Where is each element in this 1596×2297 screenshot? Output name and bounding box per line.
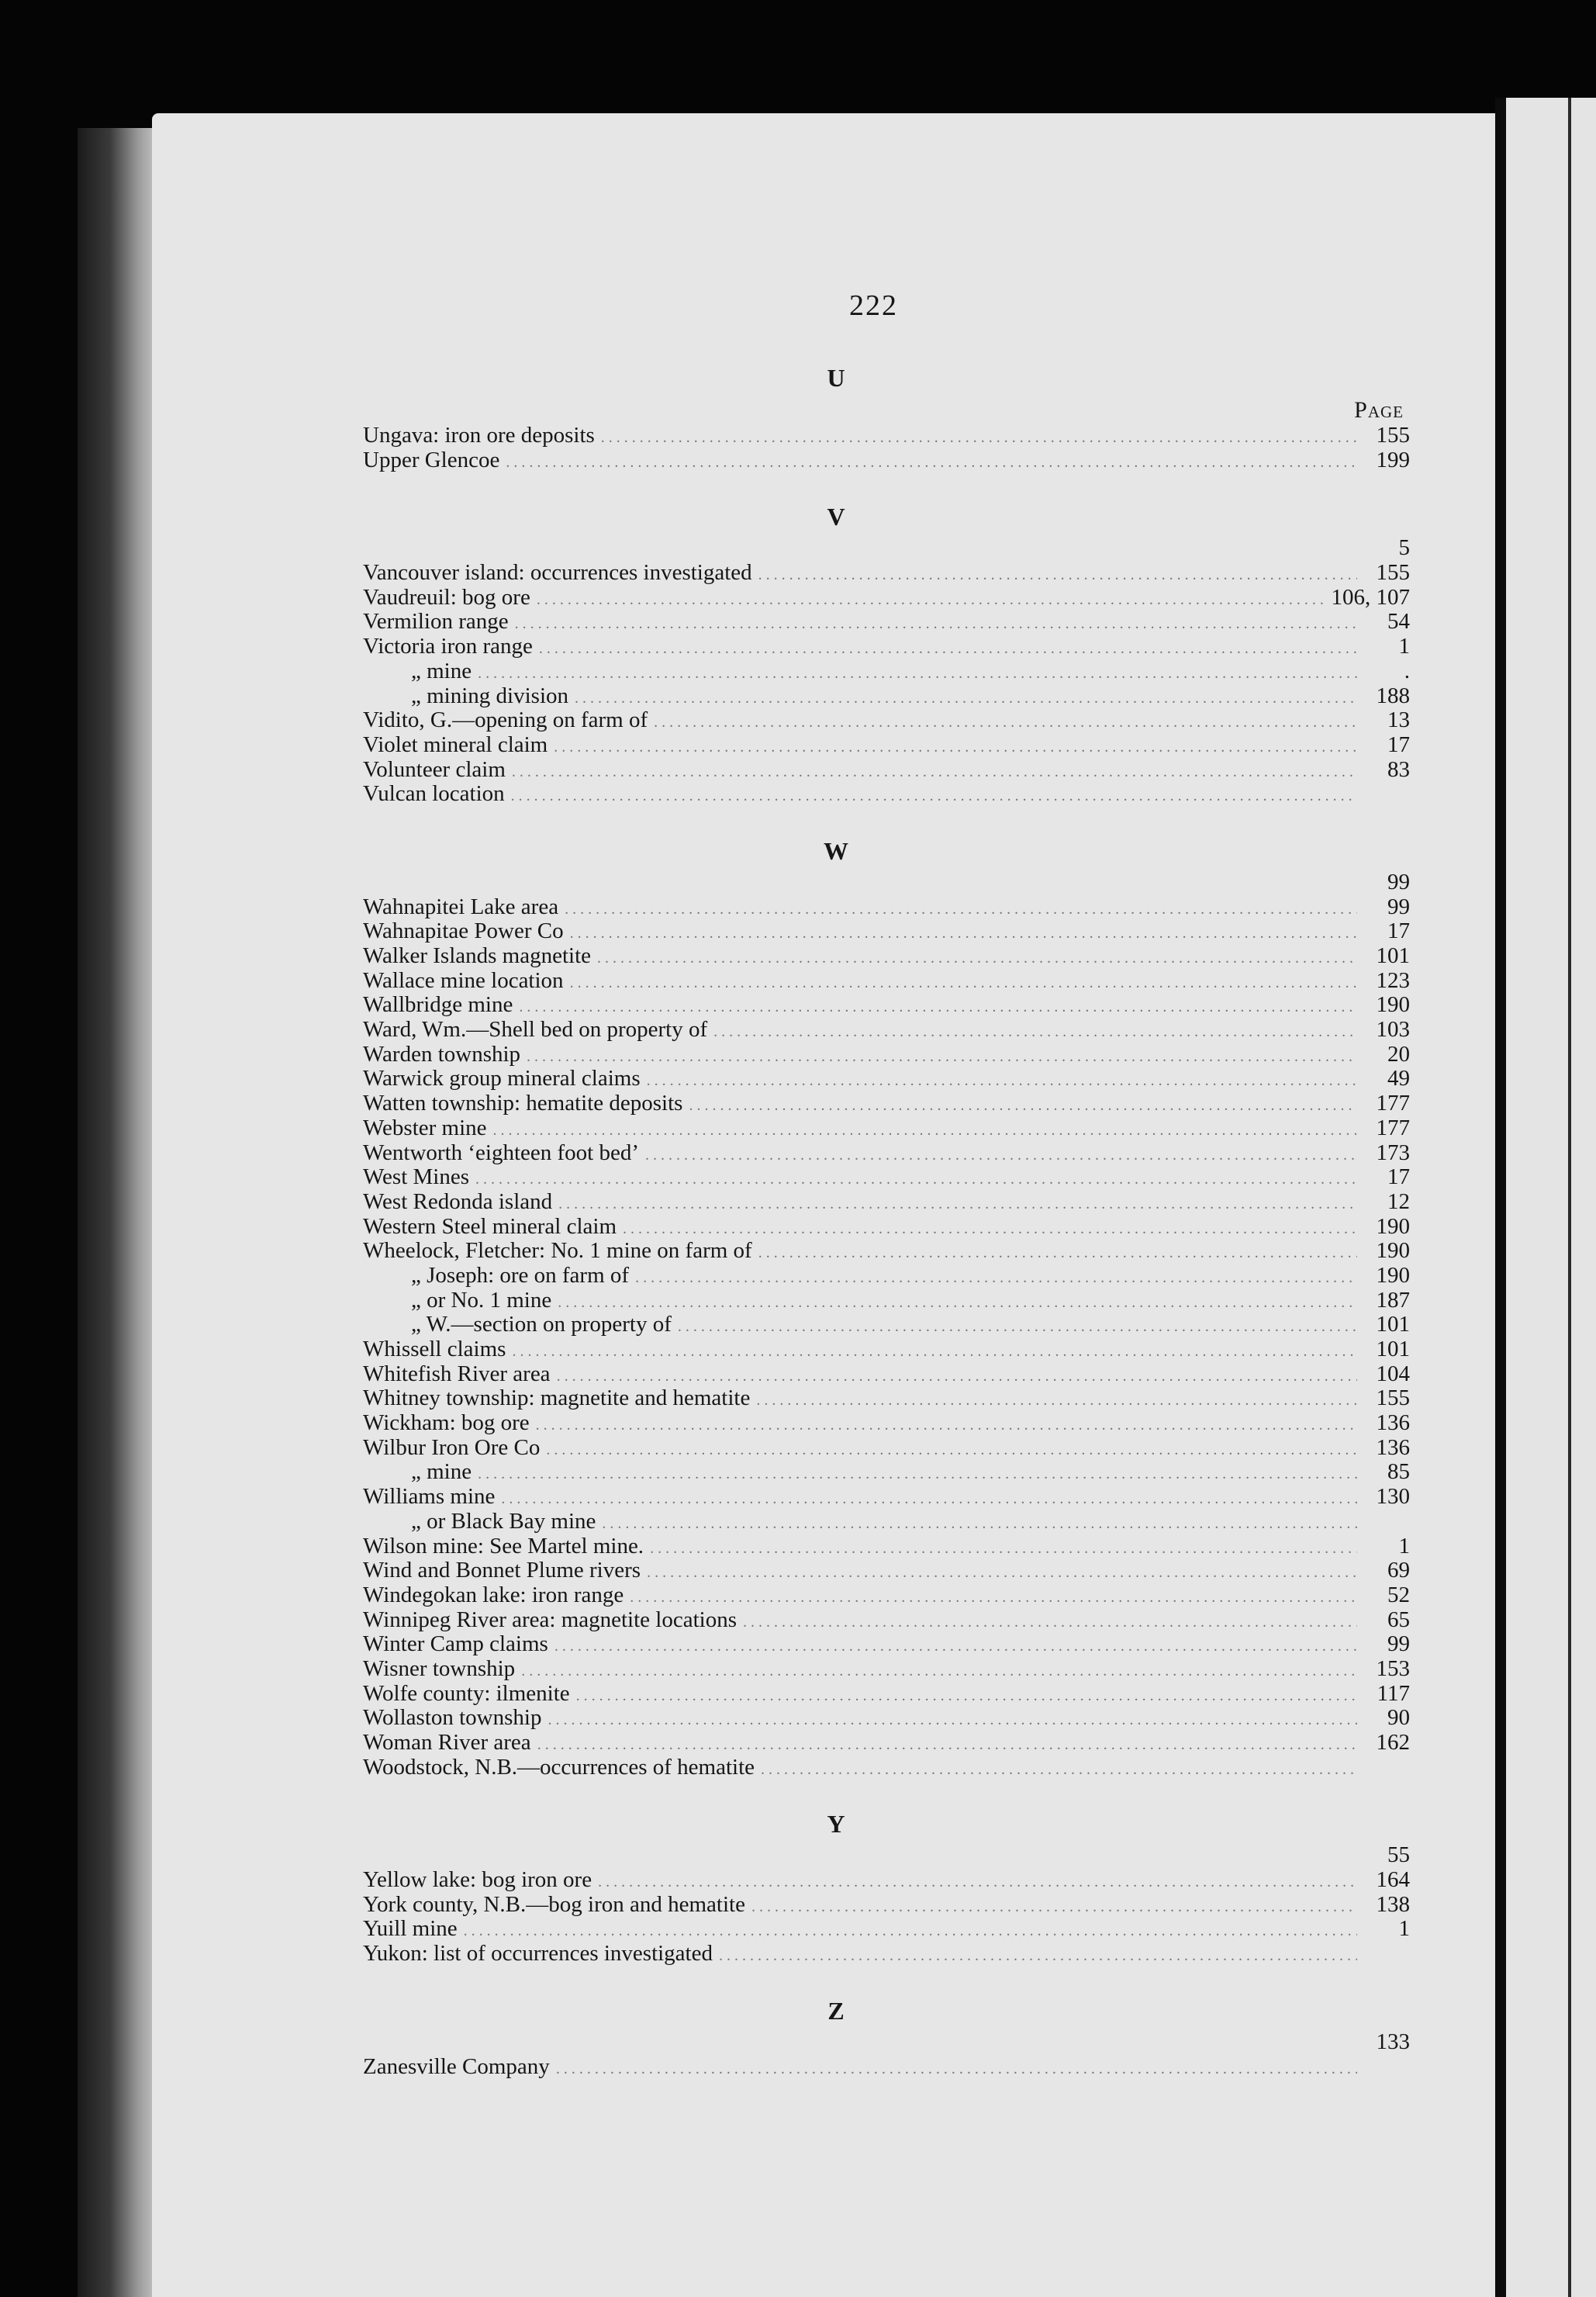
entry-page-number: 130	[1376, 1484, 1410, 1510]
entry-label: Wickham: bog ore	[363, 1410, 530, 1436]
entry-label: Upper Glencoe	[363, 447, 500, 472]
entry-label: Vulcan location	[363, 781, 505, 807]
index-entry	[363, 733, 1425, 758]
dot-leader	[537, 588, 1325, 613]
dot-leader	[635, 1266, 1357, 1291]
index-entry	[363, 1583, 1425, 1608]
entry-label: Woodstock, N.B.—occurrences of hematite	[363, 1754, 755, 1780]
entry-page-number: 49	[1387, 1066, 1410, 1091]
dot-leader	[478, 1462, 1357, 1487]
entry-label: Volunteer claim	[363, 756, 506, 782]
entry-page-number: 188	[1376, 683, 1410, 708]
entry-page-number: 101	[1376, 1312, 1410, 1337]
entry-label: Yukon: list of occurrences investigated	[363, 1941, 713, 1967]
index-entry	[363, 561, 1425, 586]
index-entry	[363, 536, 1425, 561]
dot-leader	[650, 1537, 1357, 1562]
index-entry	[363, 1239, 1425, 1264]
index-entry	[363, 1337, 1425, 1362]
index-entry	[363, 1460, 1425, 1485]
entry-label: Wollaston township	[363, 1705, 542, 1731]
entry-page-number: 55	[1387, 1842, 1410, 1868]
entry-label: Webster mine	[363, 1115, 487, 1140]
index-entry	[363, 1893, 1425, 1918]
index-entry	[363, 1067, 1425, 1091]
index-entry	[363, 1436, 1425, 1461]
entry-page-number: 99	[1387, 1631, 1410, 1657]
dot-leader	[758, 1241, 1357, 1266]
index-entry	[363, 448, 1425, 473]
index-entry	[363, 1632, 1425, 1657]
dot-leader	[689, 1094, 1357, 1119]
entry-page-number: 173	[1376, 1140, 1410, 1165]
index-list	[363, 341, 1425, 2087]
index-entry	[363, 1843, 1425, 1868]
dot-leader	[554, 735, 1357, 760]
dot-leader	[546, 1438, 1357, 1463]
facing-page-edge	[1568, 98, 1571, 2297]
section-letter: V	[827, 503, 845, 531]
entry-page-number: 12	[1387, 1188, 1410, 1214]
entry-label: „ or No. 1 mine	[411, 1287, 552, 1313]
entry-page-number: 17	[1387, 732, 1410, 757]
entry-label: „ or Black Bay mine	[411, 1508, 596, 1534]
entry-label: Williams mine	[363, 1484, 496, 1510]
dot-leader	[678, 1315, 1357, 1340]
entry-label: Windegokan lake: iron range	[363, 1582, 624, 1607]
dot-leader	[761, 1758, 1357, 1783]
dot-leader	[645, 1143, 1357, 1168]
section-letter: W	[824, 836, 848, 865]
index-entry	[363, 895, 1425, 920]
index-entry	[363, 1756, 1425, 1780]
entry-page-number: 162	[1376, 1730, 1410, 1755]
entry-page-number: 138	[1376, 1891, 1410, 1917]
entry-label: „ Joseph: ore on farm of	[411, 1262, 630, 1288]
index-entry	[363, 1510, 1425, 1534]
entry-page-number: 136	[1376, 1434, 1410, 1460]
dot-leader	[719, 1944, 1357, 1969]
index-entry	[363, 969, 1425, 994]
entry-label: Winter Camp claims	[363, 1631, 548, 1657]
dot-leader	[597, 946, 1357, 971]
dot-leader	[506, 451, 1357, 476]
index-entry	[363, 1386, 1425, 1411]
entry-page-number: 187	[1376, 1287, 1410, 1313]
entry-label: Wilson mine: See Martel mine.	[363, 1533, 644, 1558]
index-entry	[363, 1018, 1425, 1043]
entry-label: Walker Islands magnetite	[363, 943, 592, 968]
index-entry	[363, 919, 1425, 944]
index-entry	[363, 1091, 1425, 1116]
dot-leader	[647, 1561, 1357, 1586]
index-entry	[363, 2030, 1425, 2055]
dot-leader	[570, 922, 1357, 946]
index-entry	[363, 610, 1425, 635]
dot-leader	[602, 1512, 1357, 1537]
entry-page-number: 17	[1387, 1164, 1410, 1190]
entry-label: Yellow lake: bog iron ore	[363, 1867, 592, 1893]
dot-leader	[758, 563, 1357, 588]
index-entry	[363, 1264, 1425, 1289]
entry-label: Whitefish River area	[363, 1361, 551, 1386]
dot-leader	[743, 1610, 1357, 1635]
entry-label: Wolfe county: ilmenite	[363, 1680, 570, 1706]
entry-page-number: 153	[1376, 1655, 1410, 1681]
entry-page-number: 117	[1377, 1680, 1410, 1706]
index-entry	[363, 1116, 1425, 1141]
entry-label: Vancouver island: occurrences investigated	[363, 560, 752, 586]
entry-label: Vidito, G.—opening on farm of	[363, 707, 648, 733]
entry-label: Woman River area	[363, 1730, 531, 1755]
index-entry	[363, 1657, 1425, 1682]
dot-leader	[501, 1487, 1357, 1512]
entry-page-number: 90	[1387, 1705, 1410, 1731]
index-entry	[363, 424, 1425, 448]
dot-leader	[515, 612, 1357, 637]
index-entry	[363, 1682, 1425, 1707]
section-letter: Z	[827, 1996, 845, 2025]
entry-label: West Redonda island	[363, 1188, 553, 1214]
entry-label: Wilbur Iron Ore Co	[363, 1434, 541, 1460]
entry-page-number: 1	[1398, 634, 1410, 659]
section-letter: Y	[827, 1810, 845, 1839]
entry-label: Wallace mine location	[363, 967, 564, 993]
entry-page-number: 190	[1376, 1262, 1410, 1288]
index-entry	[363, 586, 1425, 611]
entry-label: „ mine	[411, 1459, 472, 1485]
entry-page-number: 69	[1387, 1558, 1410, 1583]
entry-label: Wallbridge mine	[363, 992, 513, 1018]
entry-page-number: 103	[1376, 1017, 1410, 1043]
entry-label: York county, N.B.—bog iron and hematite	[363, 1891, 745, 1917]
index-entry	[363, 1313, 1425, 1337]
entry-page-number: 177	[1376, 1091, 1410, 1116]
entry-label: West Mines	[363, 1164, 470, 1190]
entry-label: Wind and Bonnet Plume rivers	[363, 1558, 641, 1583]
entry-page-number: 85	[1387, 1459, 1410, 1485]
index-entry	[363, 1534, 1425, 1559]
dot-leader	[654, 711, 1357, 735]
index-entry	[363, 758, 1425, 783]
index-entry	[363, 1043, 1425, 1067]
dot-leader	[601, 426, 1357, 451]
index-entry	[363, 1141, 1425, 1166]
entry-label: Ungava: iron ore deposits	[363, 423, 595, 448]
index-entry	[363, 1868, 1425, 1893]
dot-leader	[493, 1119, 1357, 1143]
entry-page-number: 190	[1376, 1238, 1410, 1264]
entry-page-number: 101	[1376, 943, 1410, 968]
entry-page-number: 5	[1398, 535, 1410, 561]
index-entry	[363, 708, 1425, 733]
index-entry	[363, 1485, 1425, 1510]
index-entry	[363, 993, 1425, 1018]
entry-page-number: 101	[1376, 1337, 1410, 1361]
entry-label: Wentworth ‘eighteen foot bed’	[363, 1140, 640, 1165]
dot-leader	[527, 1045, 1357, 1070]
entry-label: Whissell claims	[363, 1337, 506, 1361]
entry-label: Warden township	[363, 1041, 521, 1067]
book-spine	[78, 128, 158, 2297]
dot-leader	[630, 1586, 1357, 1610]
entry-page-number: 164	[1376, 1867, 1410, 1893]
dot-leader	[751, 1895, 1357, 1920]
index-entry	[363, 1558, 1425, 1583]
dot-leader	[537, 1733, 1357, 1758]
dot-leader	[575, 687, 1357, 711]
entry-label: Vermilion range	[363, 609, 509, 635]
entry-label: Warwick group mineral claims	[363, 1066, 641, 1091]
dot-leader	[713, 1020, 1357, 1045]
entry-page-number: 104	[1376, 1361, 1410, 1386]
entry-page-number: 1	[1398, 1916, 1410, 1942]
entry-page-number: 99	[1387, 894, 1410, 919]
dot-leader	[756, 1389, 1357, 1413]
entry-label: Whitney township: magnetite and hematite	[363, 1385, 751, 1411]
index-entry	[363, 1165, 1425, 1190]
index-entry	[363, 1608, 1425, 1633]
entry-page-number: 99	[1387, 869, 1410, 894]
index-entry	[363, 1362, 1425, 1387]
index-entry	[363, 2055, 1425, 2080]
dot-leader	[536, 1413, 1357, 1438]
dot-leader	[576, 1684, 1357, 1709]
entry-page-number: 155	[1376, 560, 1410, 586]
entry-page-number: 123	[1376, 967, 1410, 993]
index-entry	[363, 944, 1425, 969]
entry-label: Vaudreuil: bog ore	[363, 584, 530, 610]
entry-label: Western Steel mineral claim	[363, 1213, 617, 1239]
entry-page-number: 83	[1387, 756, 1410, 782]
entry-label: Yuill mine	[363, 1916, 458, 1942]
dot-leader	[647, 1069, 1357, 1094]
index-entry	[363, 1731, 1425, 1756]
entry-page-number: 190	[1376, 1213, 1410, 1239]
entry-label: Ward, Wm.—Shell bed on property of	[363, 1017, 708, 1043]
entry-label: Wahnapitei Lake area	[363, 894, 559, 919]
entry-label: Wahnapitae Power Co	[363, 918, 564, 944]
dot-leader	[478, 662, 1357, 687]
entry-page-number: 136	[1376, 1410, 1410, 1436]
dot-leader	[512, 1340, 1357, 1365]
index-entry	[363, 870, 1425, 895]
entry-page-number: 155	[1376, 423, 1410, 448]
dot-leader	[475, 1168, 1357, 1192]
dot-leader	[558, 1192, 1357, 1217]
entry-label: Violet mineral claim	[363, 732, 548, 757]
entry-page-number: 1	[1398, 1533, 1410, 1558]
entry-page-number: 13	[1387, 707, 1410, 733]
dot-leader	[570, 971, 1357, 996]
entry-page-number: 199	[1376, 447, 1410, 472]
entry-label: Victoria iron range	[363, 634, 533, 659]
index-entry	[363, 1289, 1425, 1313]
entry-label: Wheelock, Fletcher: No. 1 mine on farm of	[363, 1238, 752, 1264]
entry-page-number: 20	[1387, 1041, 1410, 1067]
dot-leader	[565, 898, 1357, 922]
index-entry	[363, 635, 1425, 659]
index-entry	[363, 1917, 1425, 1942]
section-letter: U	[827, 364, 845, 392]
entry-page-number: 54	[1387, 609, 1410, 635]
entry-page-number: 133	[1376, 2029, 1410, 2054]
dot-leader	[511, 784, 1357, 809]
entry-page-number: 155	[1376, 1385, 1410, 1411]
index-entry	[363, 1706, 1425, 1731]
entry-label: Watten township: hematite deposits	[363, 1091, 683, 1116]
dot-leader	[539, 637, 1357, 662]
entry-label: Wisner township	[363, 1655, 516, 1681]
index-entry	[363, 659, 1425, 684]
page-gutter	[1495, 98, 1506, 2297]
dot-leader	[548, 1708, 1357, 1733]
page-number: 222	[849, 289, 898, 322]
entry-page-number: 190	[1376, 992, 1410, 1018]
page-column-heading: Page	[1354, 397, 1404, 423]
dot-leader	[521, 1659, 1357, 1684]
index-entry	[363, 782, 1425, 807]
facing-page	[1506, 98, 1596, 2297]
entry-page-number: .	[1404, 658, 1410, 683]
entry-page-number: 52	[1387, 1582, 1410, 1607]
entry-page-number: 17	[1387, 918, 1410, 944]
entry-page-number: 106, 107	[1331, 584, 1410, 610]
index-entry	[363, 1190, 1425, 1215]
dot-leader	[556, 2057, 1357, 2082]
entry-page-number: 65	[1387, 1607, 1410, 1632]
entry-label: Winnipeg River area: magnetite locations	[363, 1607, 737, 1632]
index-entry	[363, 1411, 1425, 1436]
entry-page-number: 177	[1376, 1115, 1410, 1140]
dot-leader	[558, 1291, 1357, 1316]
entry-label: „ mine	[411, 658, 472, 683]
dot-leader	[554, 1635, 1357, 1659]
entry-label: „ mining division	[411, 683, 568, 708]
dot-leader	[598, 1870, 1357, 1895]
index-entry	[363, 1942, 1425, 1967]
index-entry	[363, 1215, 1425, 1240]
index-entry	[363, 684, 1425, 709]
entry-label: „ W.—section on property of	[411, 1312, 672, 1337]
dot-leader	[512, 760, 1357, 785]
entry-label: Zanesville Company	[363, 2053, 550, 2079]
